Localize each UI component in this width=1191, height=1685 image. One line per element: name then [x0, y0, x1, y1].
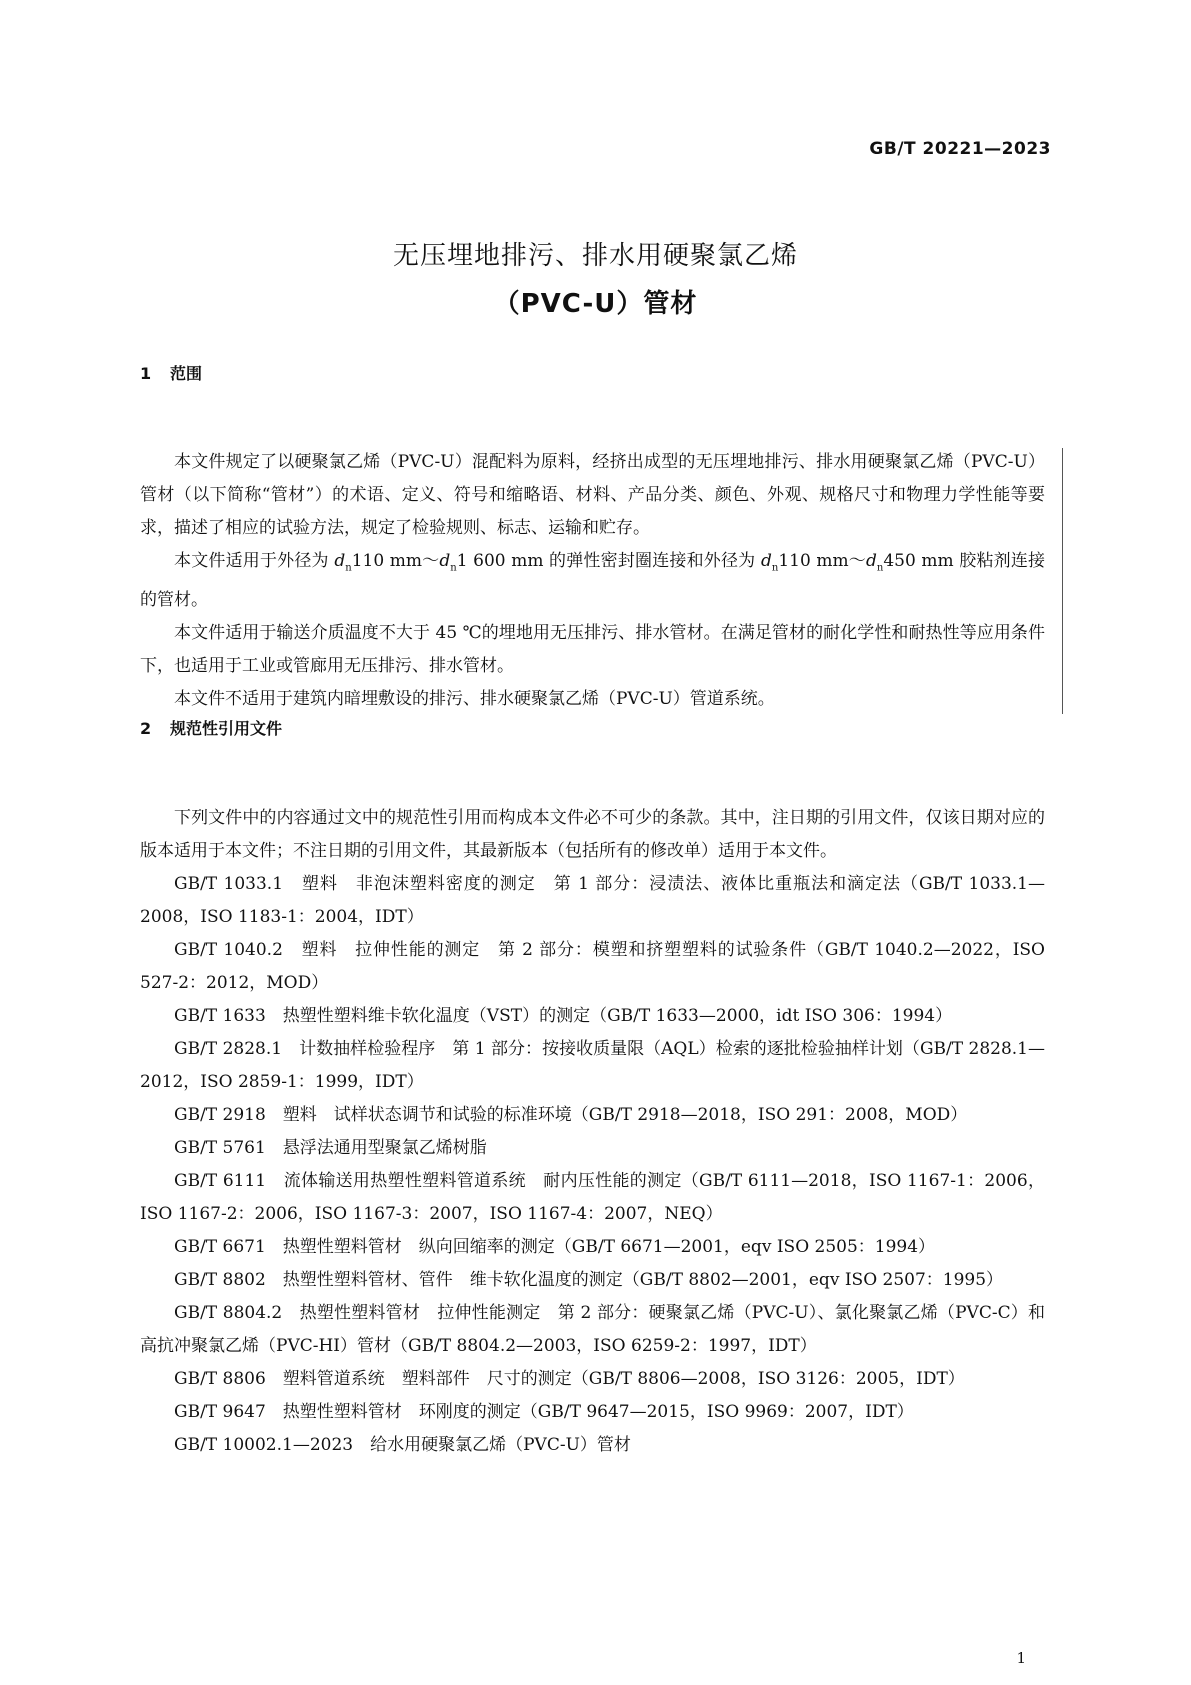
section-2-title: 规范性引用文件: [170, 719, 283, 738]
reference-item: GB/T 5761 悬浮法通用型聚氯乙烯树脂: [174, 1138, 487, 1158]
reference-item: GB/T 8804.2 热塑性塑料管材 拉伸性能测定 第 2 部分：硬聚氯乙烯（PVC-U）、氯化聚氯乙烯（PVC-C）和高抗冲聚氯乙烯（PVC-HI）管材（GB/T 8804.2—2003，ISO 6259-2：1997，IDT）: [140, 1303, 1045, 1356]
reference-item: GB/T 8802 热塑性塑料管材、管件 维卡软化温度的测定（GB/T 8802—2001，eqv ISO 2507：1995）: [174, 1270, 1004, 1290]
change-bar: [1062, 448, 1063, 714]
standard-code: GB/T 20221—2023: [869, 139, 1051, 159]
section-1-title: 范围: [170, 364, 203, 383]
reference-item: GB/T 2918 塑料 试样状态调节和试验的标准环境（GB/T 2918—2018，ISO 291：2008，MOD）: [174, 1105, 968, 1125]
section-2-heading: [140, 716, 282, 739]
title-line-2: （PVC-U）管材: [493, 289, 698, 319]
section-2-body: [140, 802, 1045, 1462]
reference-item: GB/T 1033.1 塑料 非泡沫塑料密度的测定 第 1 部分：浸渍法、液体比重瓶法和滴定法（GB/T 1033.1—2008，ISO 1183-1：2004，IDT）: [140, 874, 1045, 927]
paragraph: 本文件适用于输送介质温度不大于 45 ℃的埋地用无压排污、排水管材。在满足管材的耐化学性和耐热性等应用条件下，也适用于工业或管廊用无压排污、排水管材。: [140, 623, 1045, 677]
title-line-1: 无压埋地排污、排水用硬聚氯乙烯: [392, 241, 798, 271]
reference-item: GB/T 1040.2 塑料 拉伸性能的测定 第 2 部分：模塑和挤塑塑料的试验条件（GB/T 1040.2—2022，ISO 527-2：2012，MOD）: [140, 940, 1045, 993]
reference-item: GB/T 8806 塑料管道系统 塑料部件 尺寸的测定（GB/T 8806—2008，ISO 3126：2005，IDT）: [174, 1369, 965, 1389]
paragraph: 本文件适用于外径为 $d_n110$ $mm\sim d_n1$ 600 mm 的弹性密封圈连接和外径为 $d_n110$ $mm\sim d_n450$ mm 胶粘剂连接的管材。: [140, 551, 1046, 611]
reference-item: GB/T 2828.1 计数抽样检验程序 第 1 部分：按接收质量限（AQL）检索的逐批检验抽样计划（GB/T 2828.1—2012，ISO 2859-1：1999，IDT）: [140, 1039, 1045, 1092]
page-number: 1: [1016, 1649, 1026, 1667]
reference-item: GB/T 6111 流体输送用热塑性塑料管道系统 耐内压性能的测定（GB/T 6111—2018，ISO 1167-1：2006，ISO 1167-2：2006，ISO 1167-3：2007，ISO 1167-4：2007，NEQ）: [140, 1171, 1045, 1224]
paragraph: 下列文件中的内容通过文中的规范性引用而构成本文件必不可少的条款。其中，注日期的引用文件，仅该日期对应的版本适用于本文件；不注日期的引用文件，其最新版本（包括所有的修改单）适用于本文件。: [140, 808, 1045, 861]
paragraph: 本文件不适用于建筑内暗埋敷设的排污、排水硬聚氯乙烯（PVC-U）管道系统。: [174, 689, 775, 710]
reference-item: GB/T 6671 热塑性塑料管材 纵向回缩率的测定（GB/T 6671—2001，eqv ISO 2505：1994）: [174, 1237, 936, 1257]
section-2-number: 2: [140, 719, 152, 738]
section-1-body: [140, 446, 1045, 716]
section-1-heading: [140, 361, 202, 384]
reference-item: GB/T 10002.1—2023 给水用硬聚氯乙烯（PVC-U）管材: [174, 1435, 631, 1455]
document-title: [0, 232, 1191, 328]
reference-item: GB/T 9647 热塑性塑料管材 环刚度的测定（GB/T 9647—2015，ISO 9969：2007，IDT）: [174, 1402, 914, 1422]
reference-item: GB/T 1633 热塑性塑料维卡软化温度（VST）的测定（GB/T 1633—2000，idt ISO 306：1994）: [174, 1006, 953, 1026]
paragraph: 本文件规定了以硬聚氯乙烯（PVC-U）混配料为原料，经挤出成型的无压埋地排污、排水用硬聚氯乙烯（PVC-U）管材（以下简称“管材”）的术语、定义、符号和缩略语、材料、产品分类、颜色、外观、规格尺寸和物理力学性能等要求，描述了相应的试验方法，规定了检验规则、标志、运输和贮存。: [140, 452, 1045, 538]
section-1-number: 1: [140, 364, 152, 383]
